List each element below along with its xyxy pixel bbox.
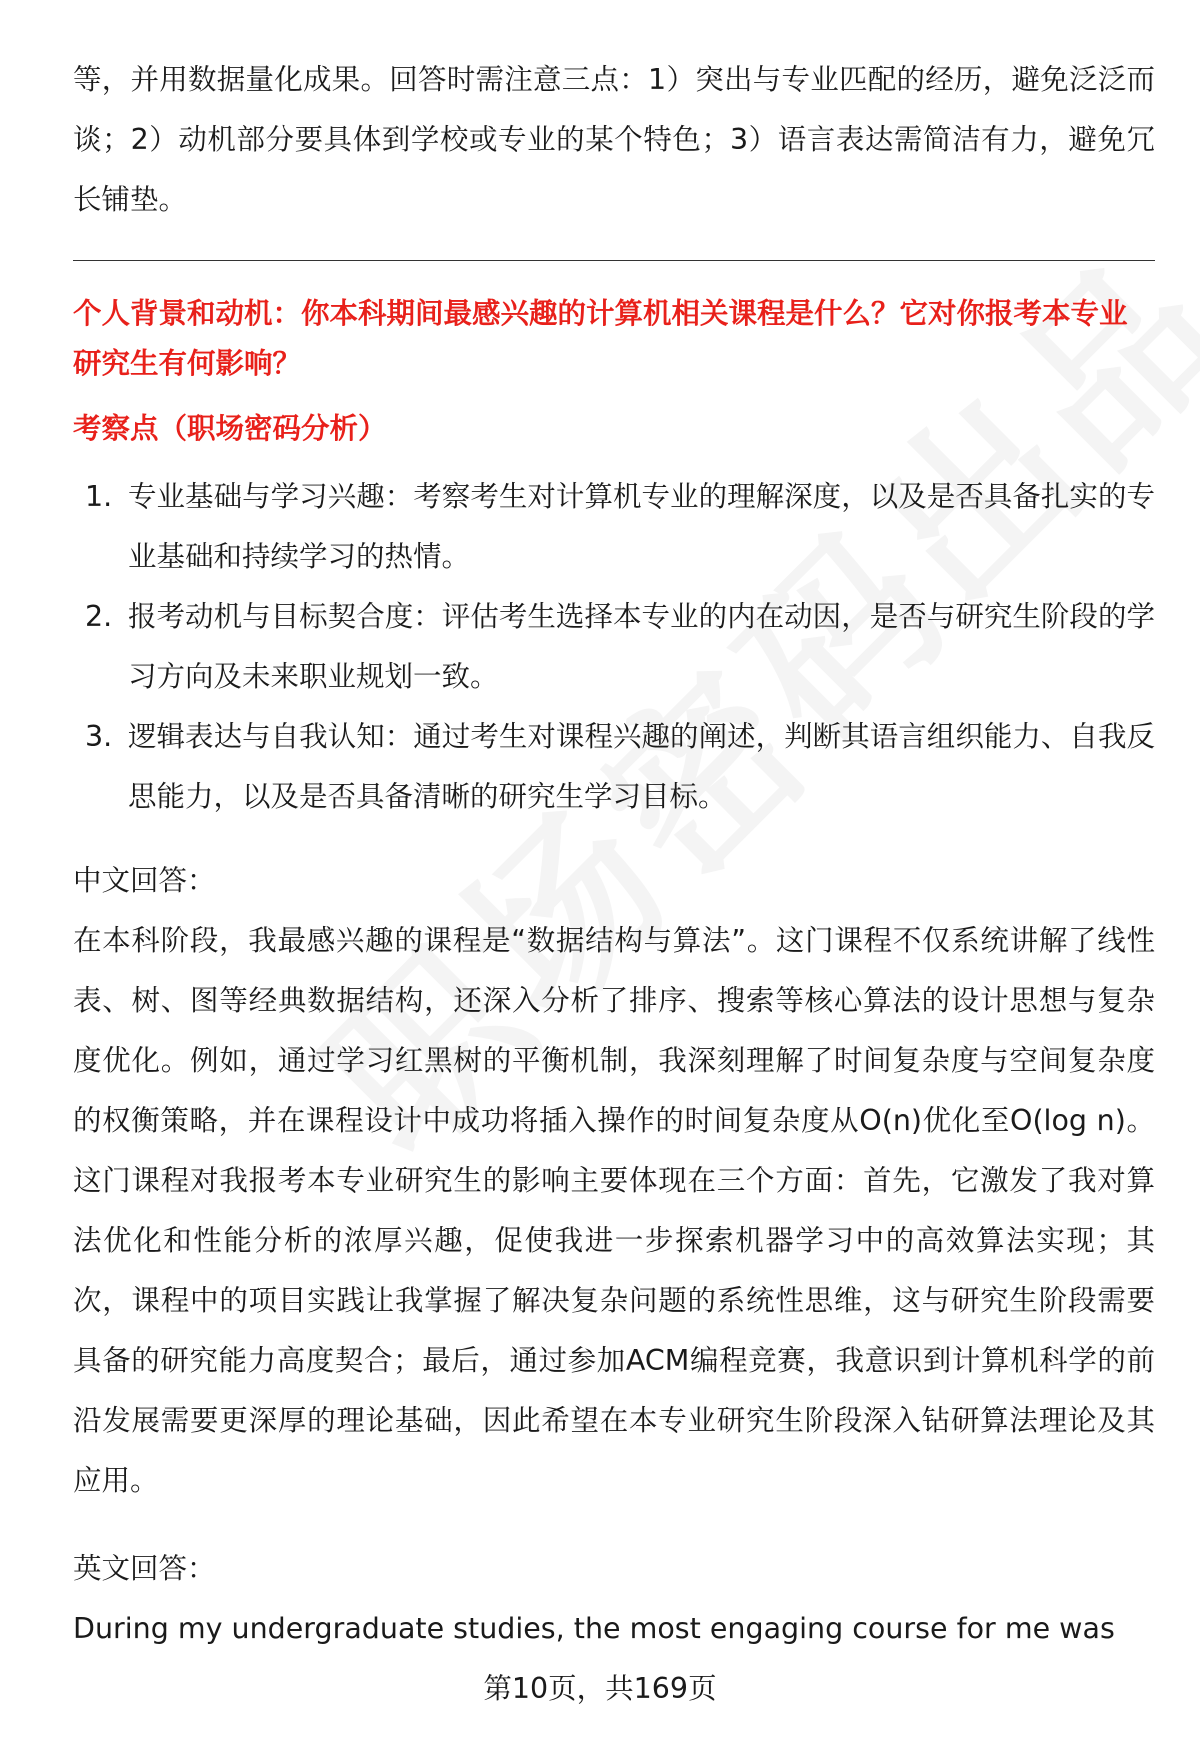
intro-paragraph: 等，并用数据量化成果。回答时需注意三点：1）突出与专业匹配的经历，避免泛泛而谈；2）动机部分要具体到学校或专业的某个特色；3）语言表达需简洁有力，避免冗长铺垫。	[73, 63, 1155, 216]
chinese-answer-label: 中文回答：	[73, 864, 216, 897]
chinese-answer-text: 在本科阶段，我最感兴趣的课程是“数据结构与算法”。这门课程不仅系统讲解了线性表、树、图等经典数据结构，还深入分析了排序、搜索等核心算法的设计思想与复杂度优化。例如，通过学习红黑树的平衡机制，我深刻理解了时间复杂度与空间复杂度的权衡策略，并在课程设计中成功将插入操作的时间复杂度从O(n)优化至O(log n)。这门课程对我报考本专业研究生的影响主要体现在三个方面：首先，它激发了我对算法优化和性能分析的浓厚兴趣，促使我进一步探索机器学习中的高效算法实现；其次，课程中的项目实践让我掌握了解决复杂问题的系统性思维，这与研究生阶段需要具备的研究能力高度契合；最后，通过参加ACM编程竞赛，我意识到计算机科学的前沿发展需要更深厚的理论基础，因此希望在本专业研究生阶段深入钻研算法理论及其应用。	[73, 924, 1155, 1497]
assessment-point	[73, 707, 1155, 827]
assessment-point-number: 3.	[85, 720, 113, 753]
assessment-point-text: 专业基础与学习兴趣：考察考生对计算机专业的理解深度，以及是否具备扎实的专业基础和持续学习的热情。	[128, 480, 1155, 573]
assessment-point	[73, 587, 1155, 707]
question-heading: 个人背景和动机：你本科期间最感兴趣的计算机相关课程是什么？它对你报考本专业研究生有何影响？	[73, 297, 1128, 380]
assessment-point-number: 1.	[85, 480, 113, 513]
assessment-point-number: 2.	[85, 600, 113, 633]
assessment-point	[73, 467, 1155, 587]
assessment-label: 考察点（职场密码分析）	[73, 412, 387, 445]
assessment-point-text: 报考动机与目标契合度：评估考生选择本专业的内在动因，是否与研究生阶段的学习方向及未来职业规划一致。	[128, 600, 1155, 693]
page-footer: 第10页，共169页	[483, 1672, 717, 1705]
assessment-point-text: 逻辑表达与自我认知：通过考生对课程兴趣的阐述，判断其语言组织能力、自我反思能力，以及是否具备清晰的研究生学习目标。	[128, 720, 1155, 813]
english-answer-text: During my undergraduate studies, the most engaging course for me was	[73, 1612, 1115, 1645]
section-divider	[73, 260, 1155, 261]
page-content	[73, 50, 1155, 1659]
english-answer-label: 英文回答：	[73, 1552, 216, 1585]
assessment-points-list	[73, 467, 1155, 827]
